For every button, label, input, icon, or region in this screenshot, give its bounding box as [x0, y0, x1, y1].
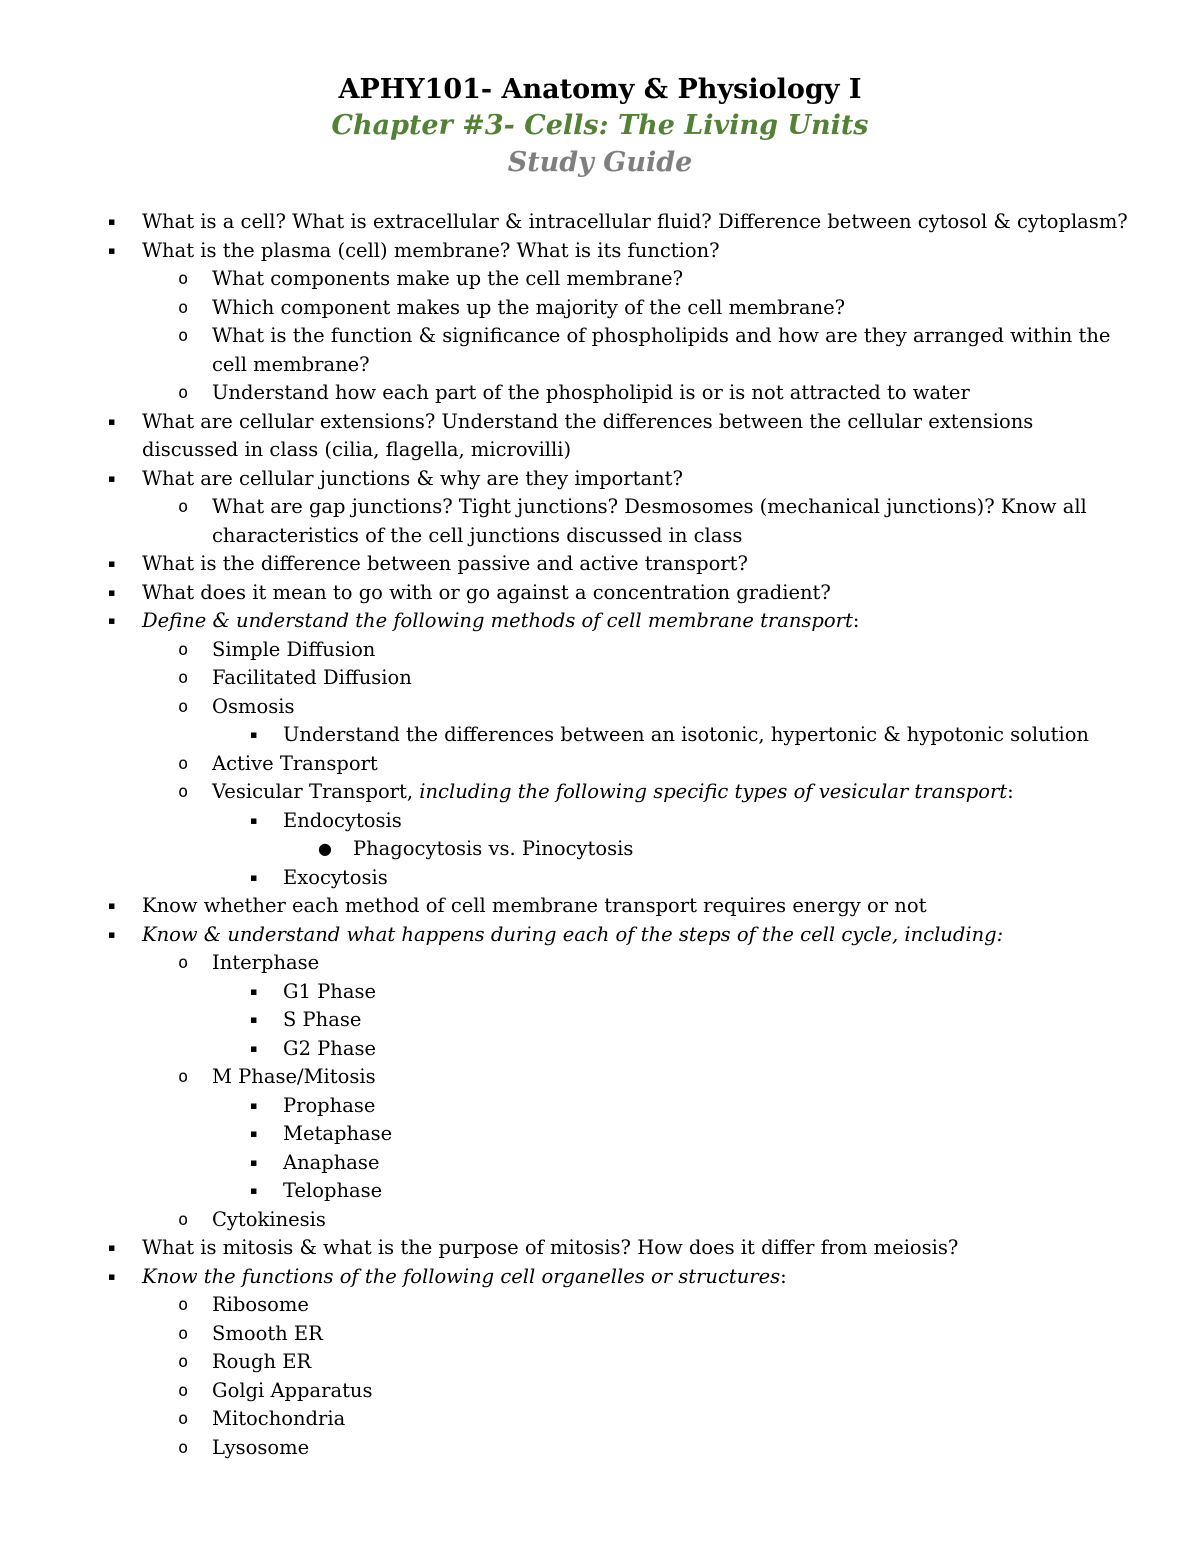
plain-text: Cytokinesis [212, 1207, 326, 1231]
plain-text: Simple Diffusion [212, 637, 376, 661]
list-item-text [283, 721, 1089, 750]
list-item [0, 892, 1200, 921]
square-bullet-icon: ▪ [108, 243, 116, 257]
list-item-text [212, 522, 742, 551]
plain-text: Phagocytosis vs. Pinocytosis [353, 837, 634, 860]
list-item [0, 750, 1200, 779]
plain-text: Lysosome [212, 1435, 310, 1459]
list-item [0, 1120, 1200, 1149]
list-item [0, 664, 1200, 693]
list-item-text [212, 636, 375, 665]
square-bullet-icon: ▪ [250, 1127, 258, 1140]
square-bullet-icon: ▪ [250, 1098, 258, 1112]
plain-text: What is the plasma (cell) membrane? What is its function? [142, 238, 720, 262]
list-item [0, 1320, 1200, 1349]
square-bullet-icon: ▪ [108, 927, 116, 941]
square-bullet-icon: ▪ [108, 585, 116, 599]
plain-text: Prophase [283, 1093, 376, 1117]
list-item [0, 1348, 1200, 1377]
list-item-text [212, 351, 370, 380]
square-bullet-icon: ▪ [250, 984, 258, 998]
plain-text: characteristics of the cell junctions discussed in class [212, 523, 743, 547]
list-item-text [212, 265, 683, 294]
list-item-text [212, 693, 294, 722]
plain-text: Osmosis [212, 694, 295, 718]
list-item-text [212, 664, 412, 693]
hollow-circle-bullet-icon: o [178, 696, 189, 717]
list-item [0, 351, 1200, 380]
list-item [0, 835, 1200, 864]
list-item-text [283, 1149, 379, 1178]
list-item [0, 1177, 1200, 1206]
hollow-circle-bullet-icon: o [178, 953, 189, 973]
plain-text: What components make up the cell membrane? [212, 267, 684, 290]
document-title: APHY101- Anatomy & Physiology I [338, 74, 862, 105]
hollow-circle-bullet-icon: o [178, 1067, 189, 1087]
square-bullet-icon: ▪ [250, 1013, 258, 1026]
plain-text: cell membrane? [212, 352, 370, 376]
list-item-text [142, 550, 748, 579]
list-item-text [142, 237, 720, 266]
hollow-circle-bullet-icon: o [178, 1295, 189, 1315]
hollow-circle-bullet-icon: o [178, 1437, 189, 1458]
plain-text: Mitochondria [212, 1407, 346, 1430]
list-item-text [142, 436, 571, 465]
emphasized-text: Know & understand what happens during each of the steps of the cell cycle, including: [142, 922, 1004, 946]
list-item [0, 408, 1200, 437]
list-item-text [212, 294, 845, 323]
list-item [0, 493, 1200, 522]
plain-text: : [852, 609, 860, 632]
square-bullet-icon: ▪ [250, 1184, 258, 1197]
hollow-circle-bullet-icon: o [178, 668, 189, 688]
square-bullet-icon: ▪ [250, 1041, 258, 1055]
chapter-subtitle: Chapter #3- Cells: The Living Units [331, 110, 869, 141]
list-item-text [283, 1035, 376, 1064]
list-item-text [142, 1234, 958, 1263]
plain-text: Metaphase [283, 1122, 393, 1145]
hollow-circle-bullet-icon: o [178, 1380, 189, 1401]
list-item-text [212, 493, 1087, 522]
list-item [0, 1291, 1200, 1320]
list-item-text [283, 1120, 392, 1149]
hollow-circle-bullet-icon: o [178, 1352, 189, 1372]
list-item [0, 550, 1200, 579]
list-item [0, 921, 1200, 950]
list-item-text [212, 778, 1014, 807]
plain-text: Which component makes up the majority of the cell membrane? [212, 295, 846, 319]
plain-text: What is a cell? What is extracellular & intracellular fluid? Difference between cytosol & cytoplasm? [142, 210, 1128, 233]
plain-text: What are cellular junctions & why are they important? [142, 466, 683, 490]
square-bullet-icon: ▪ [108, 215, 116, 228]
square-bullet-icon: ▪ [108, 471, 116, 485]
emphasized-text: including the following specific types of vesicular transport [419, 780, 1008, 803]
hollow-circle-bullet-icon: o [178, 269, 189, 289]
list-item [0, 864, 1200, 893]
hollow-circle-bullet-icon: o [178, 497, 189, 517]
list-item [0, 1405, 1200, 1434]
list-item [0, 778, 1200, 807]
list-item [0, 807, 1200, 836]
square-bullet-icon: ▪ [108, 899, 116, 912]
list-item-text [212, 1291, 309, 1320]
plain-text: Understand the differences between an isotonic, hypertonic & hypotonic solution [283, 723, 1089, 746]
list-item-text [142, 1263, 787, 1292]
list-item-text [212, 1320, 323, 1349]
plain-text: discussed in class (cilia, flagella, microvilli) [142, 438, 572, 461]
list-item [0, 294, 1200, 323]
hollow-circle-bullet-icon: o [178, 782, 189, 802]
plain-text: What are cellular extensions? Understand the differences between the cellular extensions [142, 409, 1034, 433]
list-item-text [142, 607, 859, 636]
list-item [0, 322, 1200, 351]
list-item [0, 978, 1200, 1007]
plain-text: S Phase [283, 1008, 362, 1031]
emphasized-text: Define & understand the following methods of cell membrane transport [142, 609, 853, 632]
plain-text: Golgi Apparatus [212, 1378, 373, 1402]
plain-text: Smooth ER [212, 1321, 323, 1345]
plain-text: Anaphase [283, 1150, 380, 1174]
study-guide-label: Study Guide [507, 147, 693, 178]
list-item-text [283, 1177, 382, 1206]
list-item-text [212, 1063, 376, 1092]
list-item-text [283, 1092, 375, 1121]
square-bullet-icon: ▪ [250, 1155, 258, 1169]
list-item-text [142, 465, 683, 494]
list-item-text [212, 949, 319, 978]
list-item [0, 1206, 1200, 1235]
list-item-text [212, 1348, 311, 1377]
plain-text: G2 Phase [283, 1036, 377, 1060]
hollow-circle-bullet-icon: o [178, 1323, 189, 1344]
list-item [0, 237, 1200, 266]
list-item-text [212, 750, 378, 779]
plain-text: Facilitated Diffusion [212, 666, 412, 689]
list-item [0, 1377, 1200, 1406]
plain-text: : [1007, 780, 1014, 803]
list-item [0, 379, 1200, 408]
plain-text: What does it mean to go with or go against a concentration gradient? [142, 580, 831, 604]
list-item-text [353, 835, 633, 864]
square-bullet-icon: ▪ [108, 1241, 116, 1254]
hollow-circle-bullet-icon: o [178, 383, 189, 403]
list-item [0, 1092, 1200, 1121]
plain-text: Ribosome [212, 1293, 309, 1316]
hollow-circle-bullet-icon: o [178, 753, 189, 774]
list-item [0, 1063, 1200, 1092]
list-item [0, 522, 1200, 551]
list-item [0, 1234, 1200, 1263]
plain-text: G1 Phase [283, 979, 377, 1003]
list-item-text [212, 379, 970, 408]
list-item-text [283, 807, 402, 836]
list-item-text [142, 892, 926, 921]
hollow-circle-bullet-icon: o [178, 1409, 189, 1429]
square-bullet-icon: ▪ [108, 1269, 116, 1283]
plain-text: What is the difference between passive and active transport? [142, 552, 748, 575]
plain-text: Interphase [212, 951, 320, 974]
plain-text: What is mitosis & what is the purpose of mitosis? How does it differ from meiosis? [142, 1236, 959, 1259]
plain-text: Exocytosis [283, 865, 388, 889]
hollow-circle-bullet-icon: o [178, 639, 189, 660]
list-item [0, 1263, 1200, 1292]
plain-text: Active Transport [212, 751, 378, 775]
list-item-text [212, 1206, 326, 1235]
plain-text: Vesicular Transport, [212, 780, 420, 803]
hollow-circle-bullet-icon: o [178, 297, 189, 318]
square-bullet-icon: ▪ [108, 614, 116, 627]
list-item-text [212, 322, 1110, 351]
list-item-text [212, 1405, 345, 1434]
list-item [0, 693, 1200, 722]
study-guide-list [0, 208, 1200, 1462]
square-bullet-icon: ▪ [108, 414, 116, 428]
list-item [0, 949, 1200, 978]
list-item-text [283, 1006, 361, 1035]
list-item [0, 579, 1200, 608]
list-item-text [212, 1377, 373, 1406]
square-bullet-icon: ▪ [250, 813, 258, 827]
list-item [0, 1035, 1200, 1064]
plain-text: Know whether each method of cell membrane transport requires energy or not [142, 894, 927, 917]
list-item [0, 721, 1200, 750]
plain-text: Endocytosis [283, 808, 402, 832]
plain-text: M Phase/Mitosis [212, 1065, 376, 1088]
list-item [0, 607, 1200, 636]
list-item [0, 636, 1200, 665]
round-bullet-icon: ● [318, 839, 332, 858]
list-item [0, 436, 1200, 465]
square-bullet-icon: ▪ [108, 557, 116, 570]
plain-text: Telophase [283, 1179, 383, 1202]
square-bullet-icon: ▪ [250, 870, 258, 884]
list-item-text [142, 208, 1128, 237]
plain-text: What is the function & significance of phospholipids and how are they arranged within the [212, 324, 1111, 347]
list-item [0, 1149, 1200, 1178]
list-item-text [283, 978, 376, 1007]
list-item [0, 1006, 1200, 1035]
emphasized-text: Know the functions of the following cell organelles or structures [142, 1264, 781, 1288]
list-item-text [142, 408, 1033, 437]
list-item [0, 1434, 1200, 1463]
plain-text: : [780, 1264, 787, 1288]
list-item-text [142, 921, 1003, 950]
plain-text: Rough ER [212, 1350, 312, 1373]
document-header [0, 72, 1200, 181]
plain-text: What are gap junctions? Tight junctions? Desmosomes (mechanical junctions)? Know all [212, 495, 1087, 518]
list-item [0, 465, 1200, 494]
list-item [0, 208, 1200, 237]
plain-text: Understand how each part of the phospholipid is or is not attracted to water [212, 381, 970, 404]
list-item-text [212, 1434, 309, 1463]
hollow-circle-bullet-icon: o [178, 326, 189, 346]
square-bullet-icon: ▪ [250, 728, 258, 741]
list-item [0, 265, 1200, 294]
hollow-circle-bullet-icon: o [178, 1209, 189, 1230]
list-item-text [283, 864, 388, 893]
list-item-text [142, 579, 831, 608]
